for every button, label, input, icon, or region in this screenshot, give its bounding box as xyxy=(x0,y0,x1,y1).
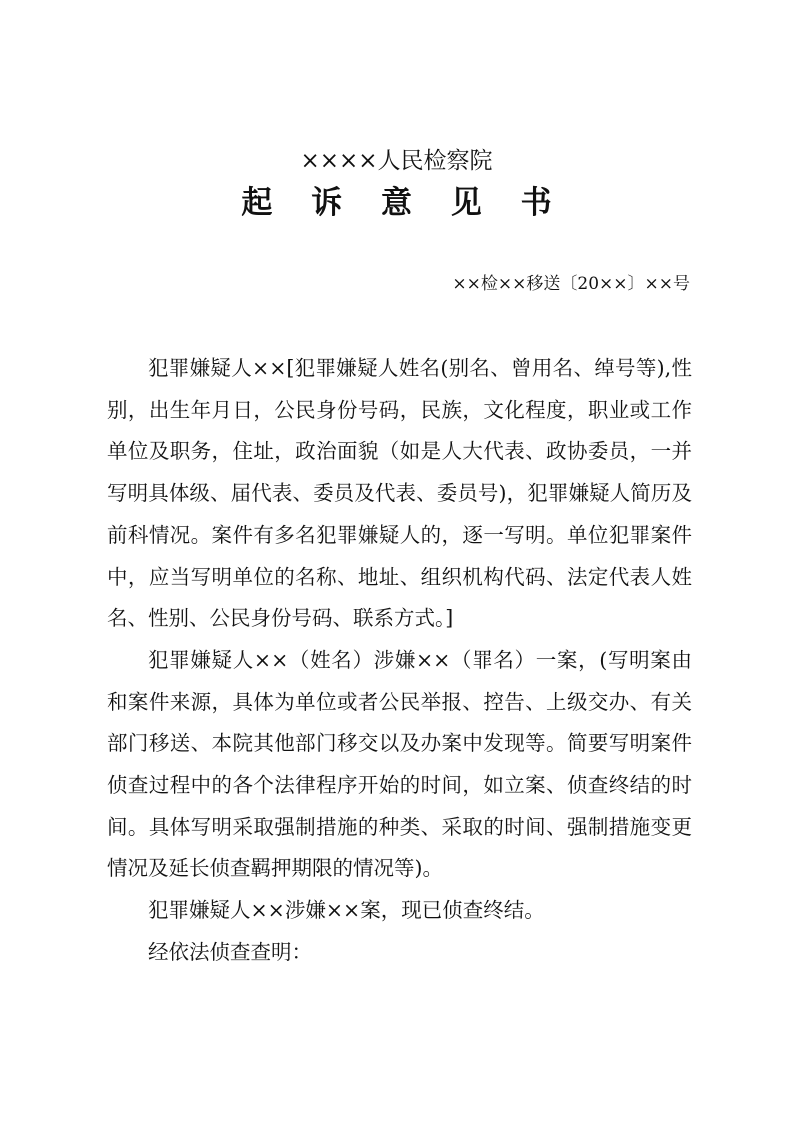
paragraph-case-origin: 犯罪嫌疑人××（姓名）涉嫌××（罪名）一案，(写明案由和案件来源，具体为单位或者公民举报、控告、上级交办、有关部门移送、本院其他部门移交以及办案中发现等。简要写明案件侦查过程中的各个法律程序开始的时间，如立案、侦查终结的时间。具体写明采取强制措施的种类、采取的时间、强制措施变更情况及延长侦查羁押期限的情况等)。 xyxy=(107,647,692,881)
document-body xyxy=(107,348,692,974)
paragraph-suspect-info: 犯罪嫌疑人××[犯罪嫌疑人姓名(别名、曾用名、绰号等),性别，出生年月日，公民身份号码，民族，文化程度，职业或工作单位及职务，住址，政治面貌（如是人大代表、政协委员，一并写明具体级、届代表、委员及代表、委员号)，犯罪嫌疑人简历及前科情况。案件有多名犯罪嫌疑人的，逐一写明。单位犯罪案件中，应当写明单位的名称、地址、组织机构代码、法定代表人姓名、性别、公民身份号码、联系方式。] xyxy=(107,356,692,631)
paragraph-investigation-concluded: 犯罪嫌疑人××涉嫌××案，现已侦查终结。 xyxy=(148,898,545,923)
document-title: 起 诉 意 见 书 xyxy=(241,185,566,221)
paragraph-findings-intro: 经依法侦查查明： xyxy=(148,939,312,964)
agency-name: ××××人民检察院 xyxy=(300,148,493,174)
document-number: ××检××移送〔20××〕××号 xyxy=(452,274,690,294)
